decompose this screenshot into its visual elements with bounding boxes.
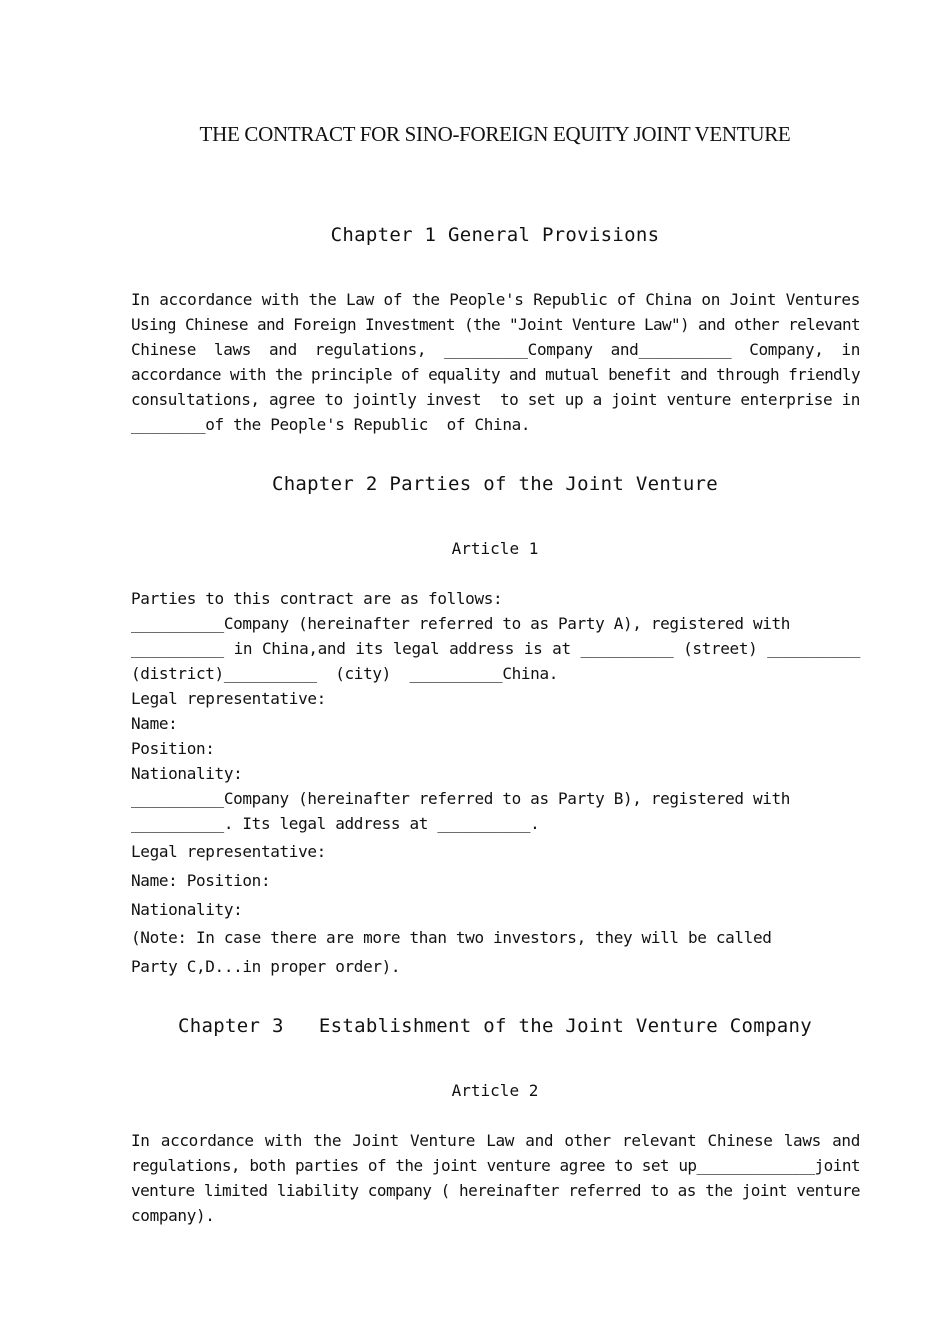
- paragraph-line: __________. Its legal address at __________.: [131, 814, 540, 833]
- paragraph-line: Parties to this contract are as follows:: [131, 589, 503, 608]
- party-a-nationality-label: Nationality:: [131, 764, 243, 783]
- chapter-1-heading: Chapter 1 General Provisions: [330, 224, 660, 246]
- party-b-name-position-label: Name: Position:: [131, 871, 271, 890]
- paragraph-line: In accordance with the Law of the People's Republic of China on Joint Ventures: [131, 290, 860, 309]
- party-a-position-label: Position:: [131, 739, 215, 758]
- paragraph-line: __________ in China,and its legal address is at __________ (street) __________: [131, 639, 860, 658]
- paragraph-line: Using Chinese and Foreign Investment (the "Joint Venture Law") and other relevant: [131, 315, 860, 334]
- paragraph-line: regulations, both parties of the joint venture agree to set up_____________joint: [131, 1156, 860, 1175]
- paragraph-line: venture limited liability company ( hereinafter referred to as the joint venture: [131, 1181, 860, 1200]
- paragraph-line: company).: [131, 1206, 215, 1225]
- note-line: (Note: In case there are more than two investors, they will be called: [131, 928, 772, 947]
- paragraph-line: (district)__________ (city) __________China.: [131, 664, 559, 683]
- paragraph-line: consultations, agree to jointly invest to set up a joint venture enterprise in: [131, 390, 860, 409]
- party-a-legal-representative-label: Legal representative:: [131, 689, 326, 708]
- paragraph-line: ________of the People's Republic of China.: [131, 415, 531, 434]
- article-1-heading: Article 1: [451, 539, 539, 558]
- paragraph-line: In accordance with the Joint Venture Law and other relevant Chinese laws and: [131, 1131, 860, 1150]
- party-a-name-label: Name:: [131, 714, 178, 733]
- paragraph-line: __________Company (hereinafter referred to as Party A), registered with: [131, 614, 791, 633]
- chapter-2-heading: Chapter 2 Parties of the Joint Venture: [271, 473, 719, 495]
- article-2-heading: Article 2: [451, 1081, 539, 1100]
- party-b-legal-representative-label: Legal representative:: [131, 842, 326, 861]
- chapter-3-heading: Chapter 3 Establishment of the Joint Venture Company: [178, 1015, 812, 1037]
- note-line: Party C,D...in proper order).: [131, 957, 401, 976]
- party-b-nationality-label: Nationality:: [131, 900, 243, 919]
- paragraph-line: accordance with the principle of equality and mutual benefit and through friendly: [131, 365, 860, 384]
- document-title: THE CONTRACT FOR SINO-FOREIGN EQUITY JOINT VENTURE: [199, 122, 791, 146]
- paragraph-line: Chinese laws and regulations, _________Company and__________ Company, in: [131, 340, 860, 359]
- paragraph-line: __________Company (hereinafter referred to as Party B), registered with: [131, 789, 791, 808]
